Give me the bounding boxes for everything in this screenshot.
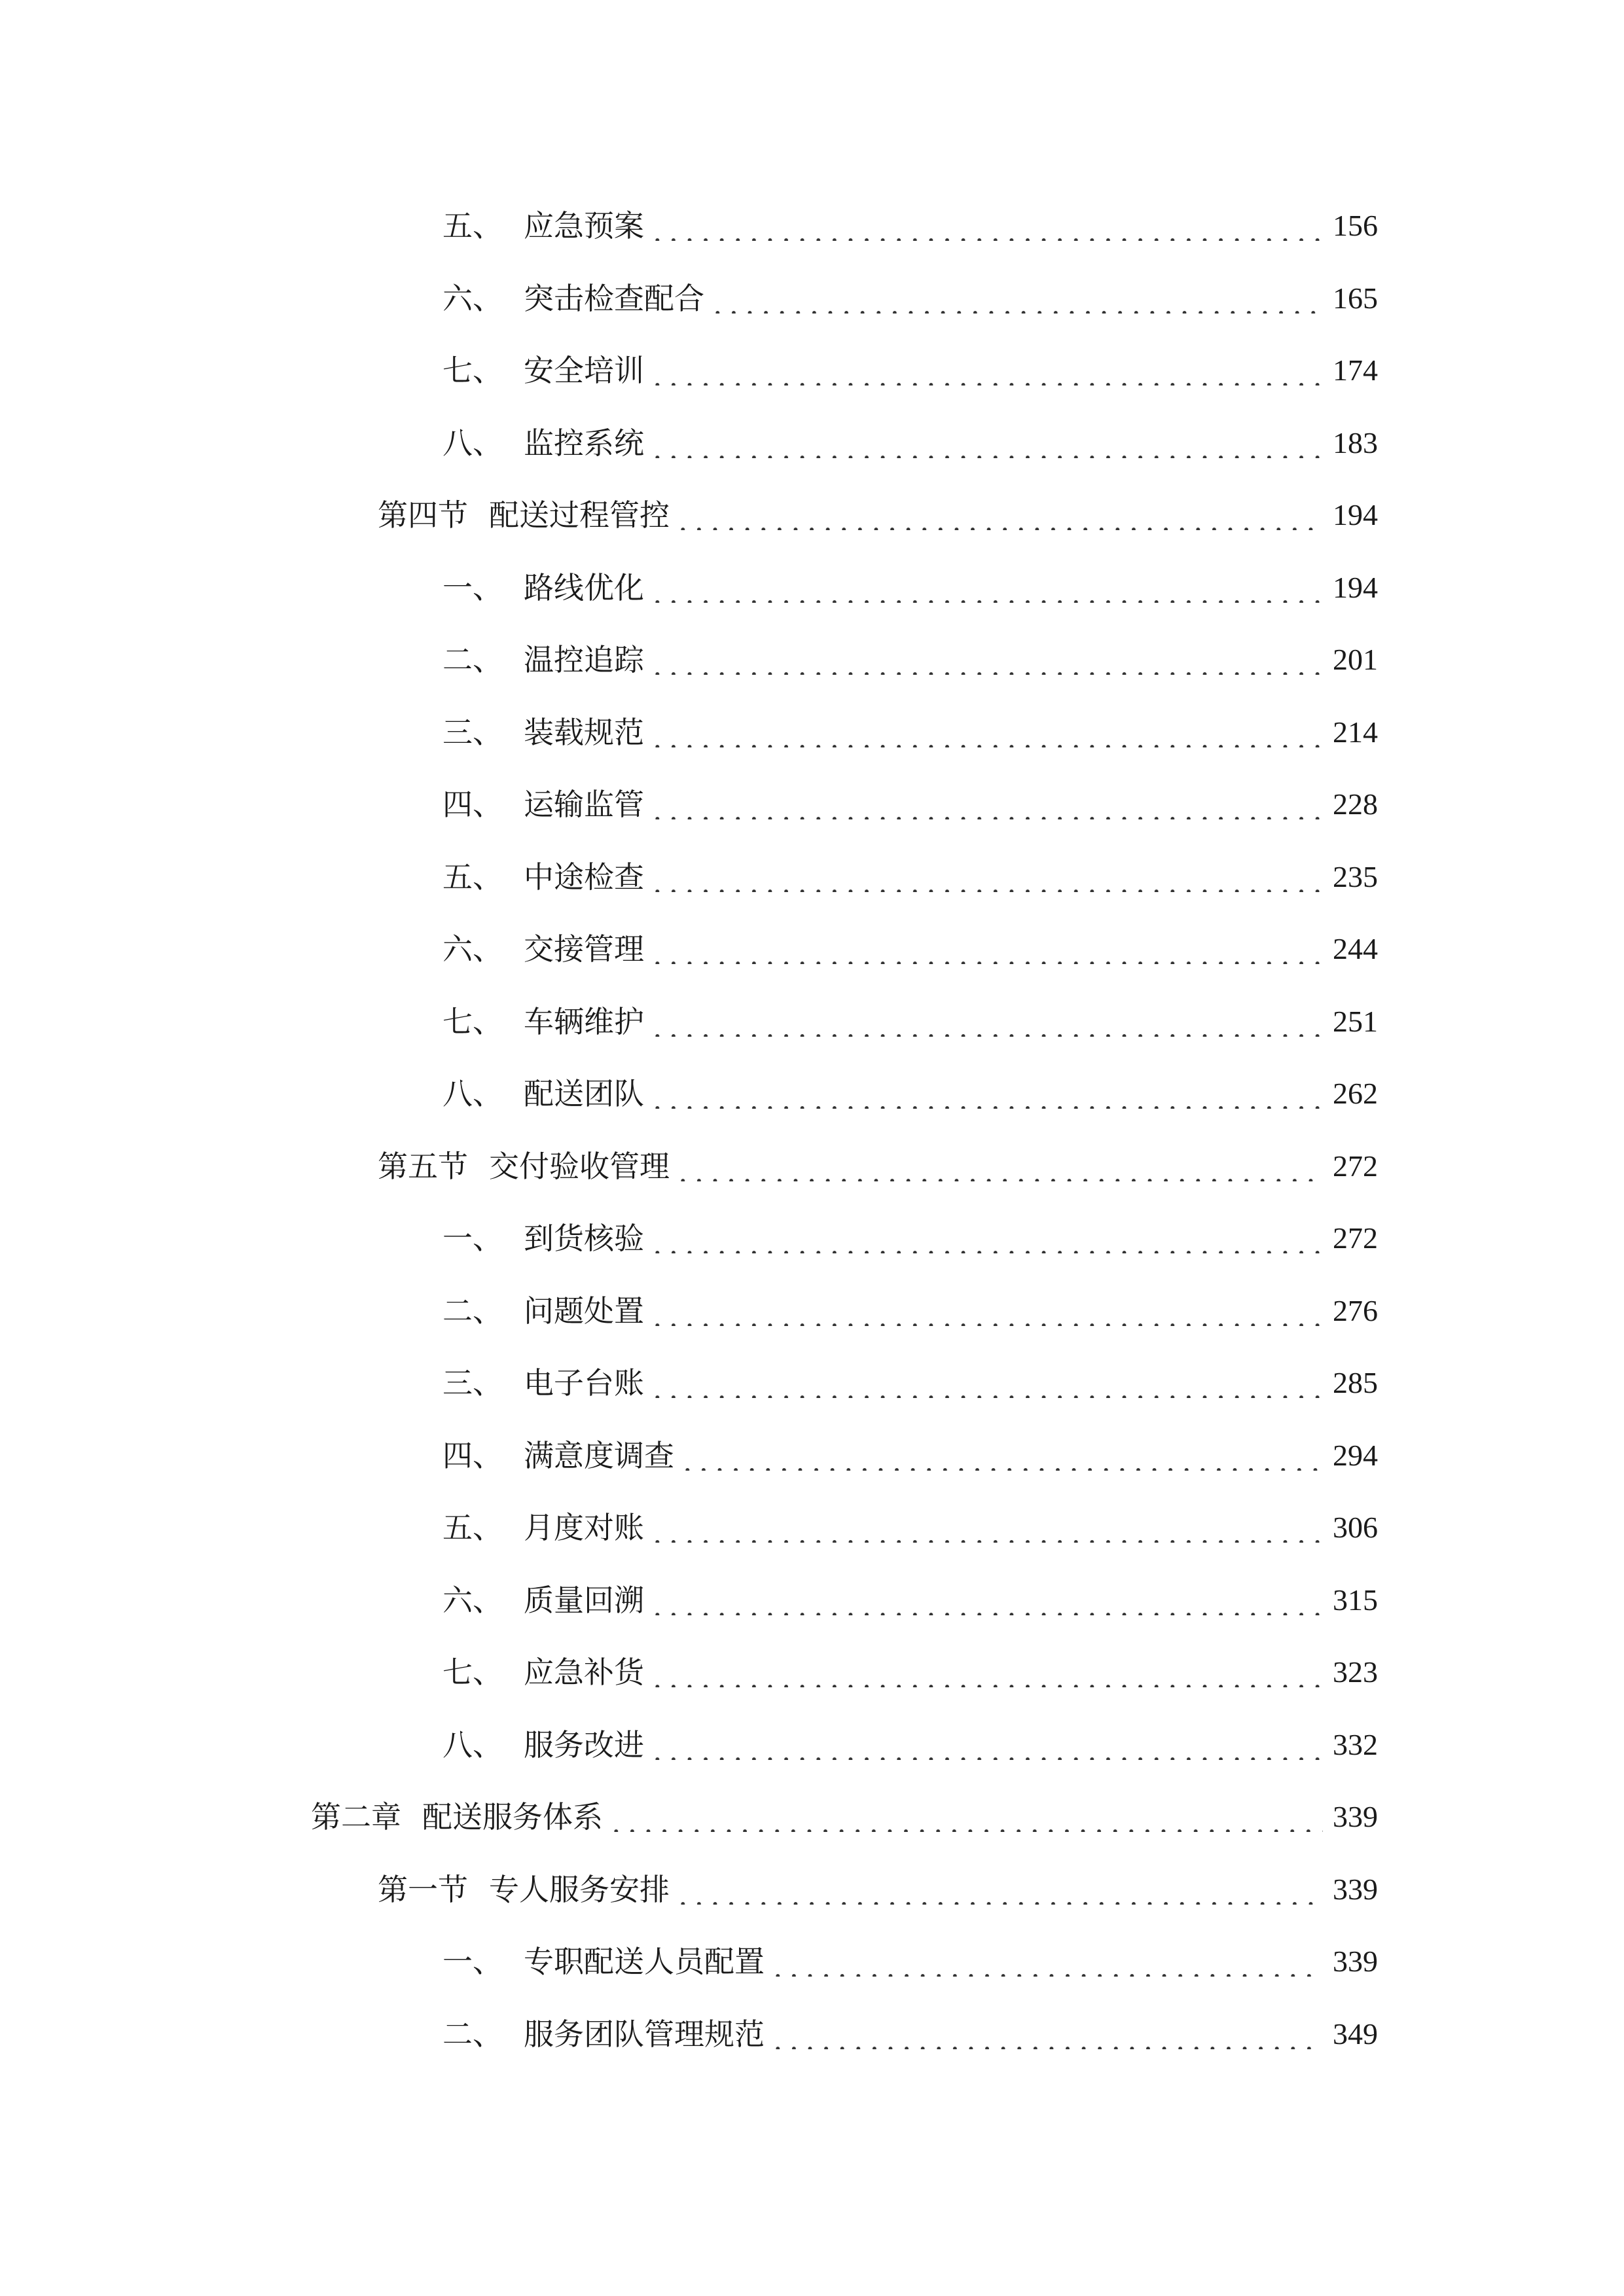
toc-dot-leader xyxy=(649,1223,1323,1253)
toc-entry-title: 配送团队 xyxy=(524,1076,644,1112)
toc-dot-leader xyxy=(770,1946,1323,1977)
toc-dot-leader xyxy=(649,1079,1323,1109)
toc-entry[interactable] xyxy=(0,1202,1624,1275)
toc-entry-page: 294 xyxy=(1333,1438,1378,1472)
toc-entry-page: 276 xyxy=(1333,1293,1378,1327)
toc-entry-number: 七、 xyxy=(442,353,503,389)
toc-entry-number: 四、 xyxy=(442,787,503,823)
toc-dot-leader xyxy=(710,283,1323,314)
toc-entry-number: 五、 xyxy=(442,208,503,244)
toc-entry-number: 二、 xyxy=(442,2016,503,2052)
toc-entry-page: 251 xyxy=(1333,1004,1378,1038)
toc-entry-title: 车辆维护 xyxy=(524,1003,644,1039)
toc-entry-title: 质量回溯 xyxy=(524,1582,644,1618)
toc-dot-leader xyxy=(649,1513,1323,1543)
toc-entry-number: 六、 xyxy=(442,280,503,316)
toc-entry-number: 一、 xyxy=(442,569,503,605)
toc-entry[interactable] xyxy=(0,624,1624,696)
toc-entry[interactable] xyxy=(0,913,1624,986)
toc-entry-page: 183 xyxy=(1333,425,1378,459)
toc-entry[interactable] xyxy=(0,1781,1624,1854)
toc-entry-title: 监控系统 xyxy=(524,425,644,461)
toc-entry[interactable] xyxy=(0,1130,1624,1203)
toc-entry-title: 到货核验 xyxy=(524,1221,644,1257)
toc-entry-page: 194 xyxy=(1333,498,1378,532)
toc-dot-leader xyxy=(649,1657,1323,1687)
toc-entry-page: 306 xyxy=(1333,1511,1378,1545)
toc-entry[interactable] xyxy=(0,334,1624,407)
toc-dot-leader xyxy=(649,573,1323,603)
toc-entry-title: 月度对账 xyxy=(524,1510,644,1546)
toc-entry-title: 交接管理 xyxy=(524,931,644,967)
toc-entry-title: 专人服务安排 xyxy=(489,1871,670,1907)
toc-entry-page: 201 xyxy=(1333,643,1378,677)
toc-entry[interactable] xyxy=(0,262,1624,335)
toc-entry-number: 五、 xyxy=(442,859,503,895)
toc-entry-page: 349 xyxy=(1333,2017,1378,2051)
toc-dot-leader xyxy=(608,1802,1323,1832)
toc-entry-page: 339 xyxy=(1333,1872,1378,1906)
toc-entry-title: 应急补货 xyxy=(524,1655,644,1691)
toc-entry[interactable] xyxy=(0,1347,1624,1420)
toc-entry-title: 配送服务体系 xyxy=(422,1799,603,1835)
toc-dot-leader xyxy=(649,645,1323,675)
toc-entry-number: 七、 xyxy=(442,1003,503,1039)
toc-entry-number: 八、 xyxy=(442,425,503,461)
toc-entry[interactable] xyxy=(0,1420,1624,1492)
toc-entry-page: 228 xyxy=(1333,787,1378,821)
toc-entry-page: 165 xyxy=(1333,281,1378,315)
toc-entry-number: 二、 xyxy=(442,1293,503,1329)
toc-entry-number: 一、 xyxy=(442,1221,503,1257)
toc-entry-page: 339 xyxy=(1333,1945,1378,1979)
toc-entry-number: 五、 xyxy=(442,1510,503,1546)
toc-entry-number: 第一节 xyxy=(378,1871,468,1907)
toc-entry-page: 235 xyxy=(1333,859,1378,893)
toc-entry-number: 第五节 xyxy=(378,1148,468,1184)
toc-dot-leader xyxy=(675,500,1323,530)
toc-entry-page: 332 xyxy=(1333,1727,1378,1761)
toc-entry-number: 四、 xyxy=(442,1437,503,1473)
toc-entry-title: 应急预案 xyxy=(524,208,644,244)
toc-entry-title: 安全培训 xyxy=(524,353,644,389)
toc-entry[interactable] xyxy=(0,696,1624,769)
toc-entry-title: 装载规范 xyxy=(524,714,644,750)
toc-dot-leader xyxy=(649,1368,1323,1398)
toc-entry-page: 214 xyxy=(1333,715,1378,749)
table-of-contents xyxy=(0,190,1624,2070)
toc-entry-page: 285 xyxy=(1333,1366,1378,1400)
toc-entry-title: 服务团队管理规范 xyxy=(524,2016,765,2052)
toc-entry[interactable] xyxy=(0,1636,1624,1709)
toc-entry-title: 突击检查配合 xyxy=(524,280,704,316)
toc-entry-number: 八、 xyxy=(442,1076,503,1112)
toc-dot-leader xyxy=(649,862,1323,892)
toc-entry-page: 339 xyxy=(1333,1800,1378,1834)
toc-entry-title: 问题处置 xyxy=(524,1293,644,1329)
toc-entry[interactable] xyxy=(0,1998,1624,2071)
toc-entry[interactable] xyxy=(0,986,1624,1058)
toc-entry-page: 272 xyxy=(1333,1221,1378,1255)
toc-dot-leader xyxy=(649,789,1323,819)
toc-entry-number: 第二章 xyxy=(311,1799,401,1835)
toc-dot-leader xyxy=(649,1585,1323,1615)
toc-entry-number: 三、 xyxy=(442,714,503,750)
toc-dot-leader xyxy=(679,1441,1323,1471)
toc-entry[interactable] xyxy=(0,1709,1624,1782)
toc-entry[interactable] xyxy=(0,190,1624,262)
toc-entry-number: 二、 xyxy=(442,642,503,678)
toc-entry[interactable] xyxy=(0,1926,1624,1998)
toc-entry-title: 运输监管 xyxy=(524,787,644,823)
toc-entry[interactable] xyxy=(0,841,1624,914)
toc-entry[interactable] xyxy=(0,1564,1624,1637)
toc-entry[interactable] xyxy=(0,1854,1624,1926)
toc-entry-number: 三、 xyxy=(442,1365,503,1401)
toc-entry-number: 六、 xyxy=(442,1582,503,1618)
toc-entry-page: 156 xyxy=(1333,209,1378,243)
toc-entry-title: 电子台账 xyxy=(524,1365,644,1401)
toc-entry-page: 262 xyxy=(1333,1077,1378,1111)
toc-entry-title: 温控追踪 xyxy=(524,642,644,678)
toc-entry[interactable] xyxy=(0,1275,1624,1348)
toc-entry-title: 专职配送人员配置 xyxy=(524,1944,765,1980)
toc-entry-title: 路线优化 xyxy=(524,569,644,605)
toc-dot-leader xyxy=(649,355,1323,386)
toc-entry[interactable] xyxy=(0,552,1624,624)
toc-dot-leader xyxy=(770,2019,1323,2049)
toc-entry[interactable] xyxy=(0,479,1624,552)
toc-entry-title: 满意度调查 xyxy=(524,1437,674,1473)
toc-entry-page: 315 xyxy=(1333,1583,1378,1617)
toc-entry-number: 第四节 xyxy=(378,497,468,533)
toc-dot-leader xyxy=(675,1151,1323,1181)
toc-entry-page: 244 xyxy=(1333,932,1378,966)
toc-entry-title: 中途检查 xyxy=(524,859,644,895)
toc-entry-page: 194 xyxy=(1333,570,1378,604)
toc-dot-leader xyxy=(649,211,1323,241)
toc-entry[interactable] xyxy=(0,768,1624,841)
toc-dot-leader xyxy=(649,1007,1323,1037)
toc-entry[interactable] xyxy=(0,407,1624,480)
toc-entry-page: 323 xyxy=(1333,1655,1378,1689)
toc-entry-number: 一、 xyxy=(442,1944,503,1980)
toc-dot-leader xyxy=(675,1874,1323,1905)
toc-entry-title: 配送过程管控 xyxy=(489,497,670,533)
toc-entry-number: 七、 xyxy=(442,1655,503,1691)
toc-entry[interactable] xyxy=(0,1058,1624,1130)
toc-dot-leader xyxy=(649,428,1323,458)
toc-entry-title: 交付验收管理 xyxy=(489,1148,670,1184)
toc-entry-page: 272 xyxy=(1333,1149,1378,1183)
toc-entry[interactable] xyxy=(0,1492,1624,1564)
toc-entry-number: 八、 xyxy=(442,1727,503,1763)
toc-dot-leader xyxy=(649,1296,1323,1326)
toc-entry-number: 六、 xyxy=(442,931,503,967)
toc-entry-page: 174 xyxy=(1333,353,1378,387)
toc-dot-leader xyxy=(649,934,1323,964)
toc-entry-title: 服务改进 xyxy=(524,1727,644,1763)
toc-dot-leader xyxy=(649,717,1323,747)
toc-dot-leader xyxy=(649,1730,1323,1760)
